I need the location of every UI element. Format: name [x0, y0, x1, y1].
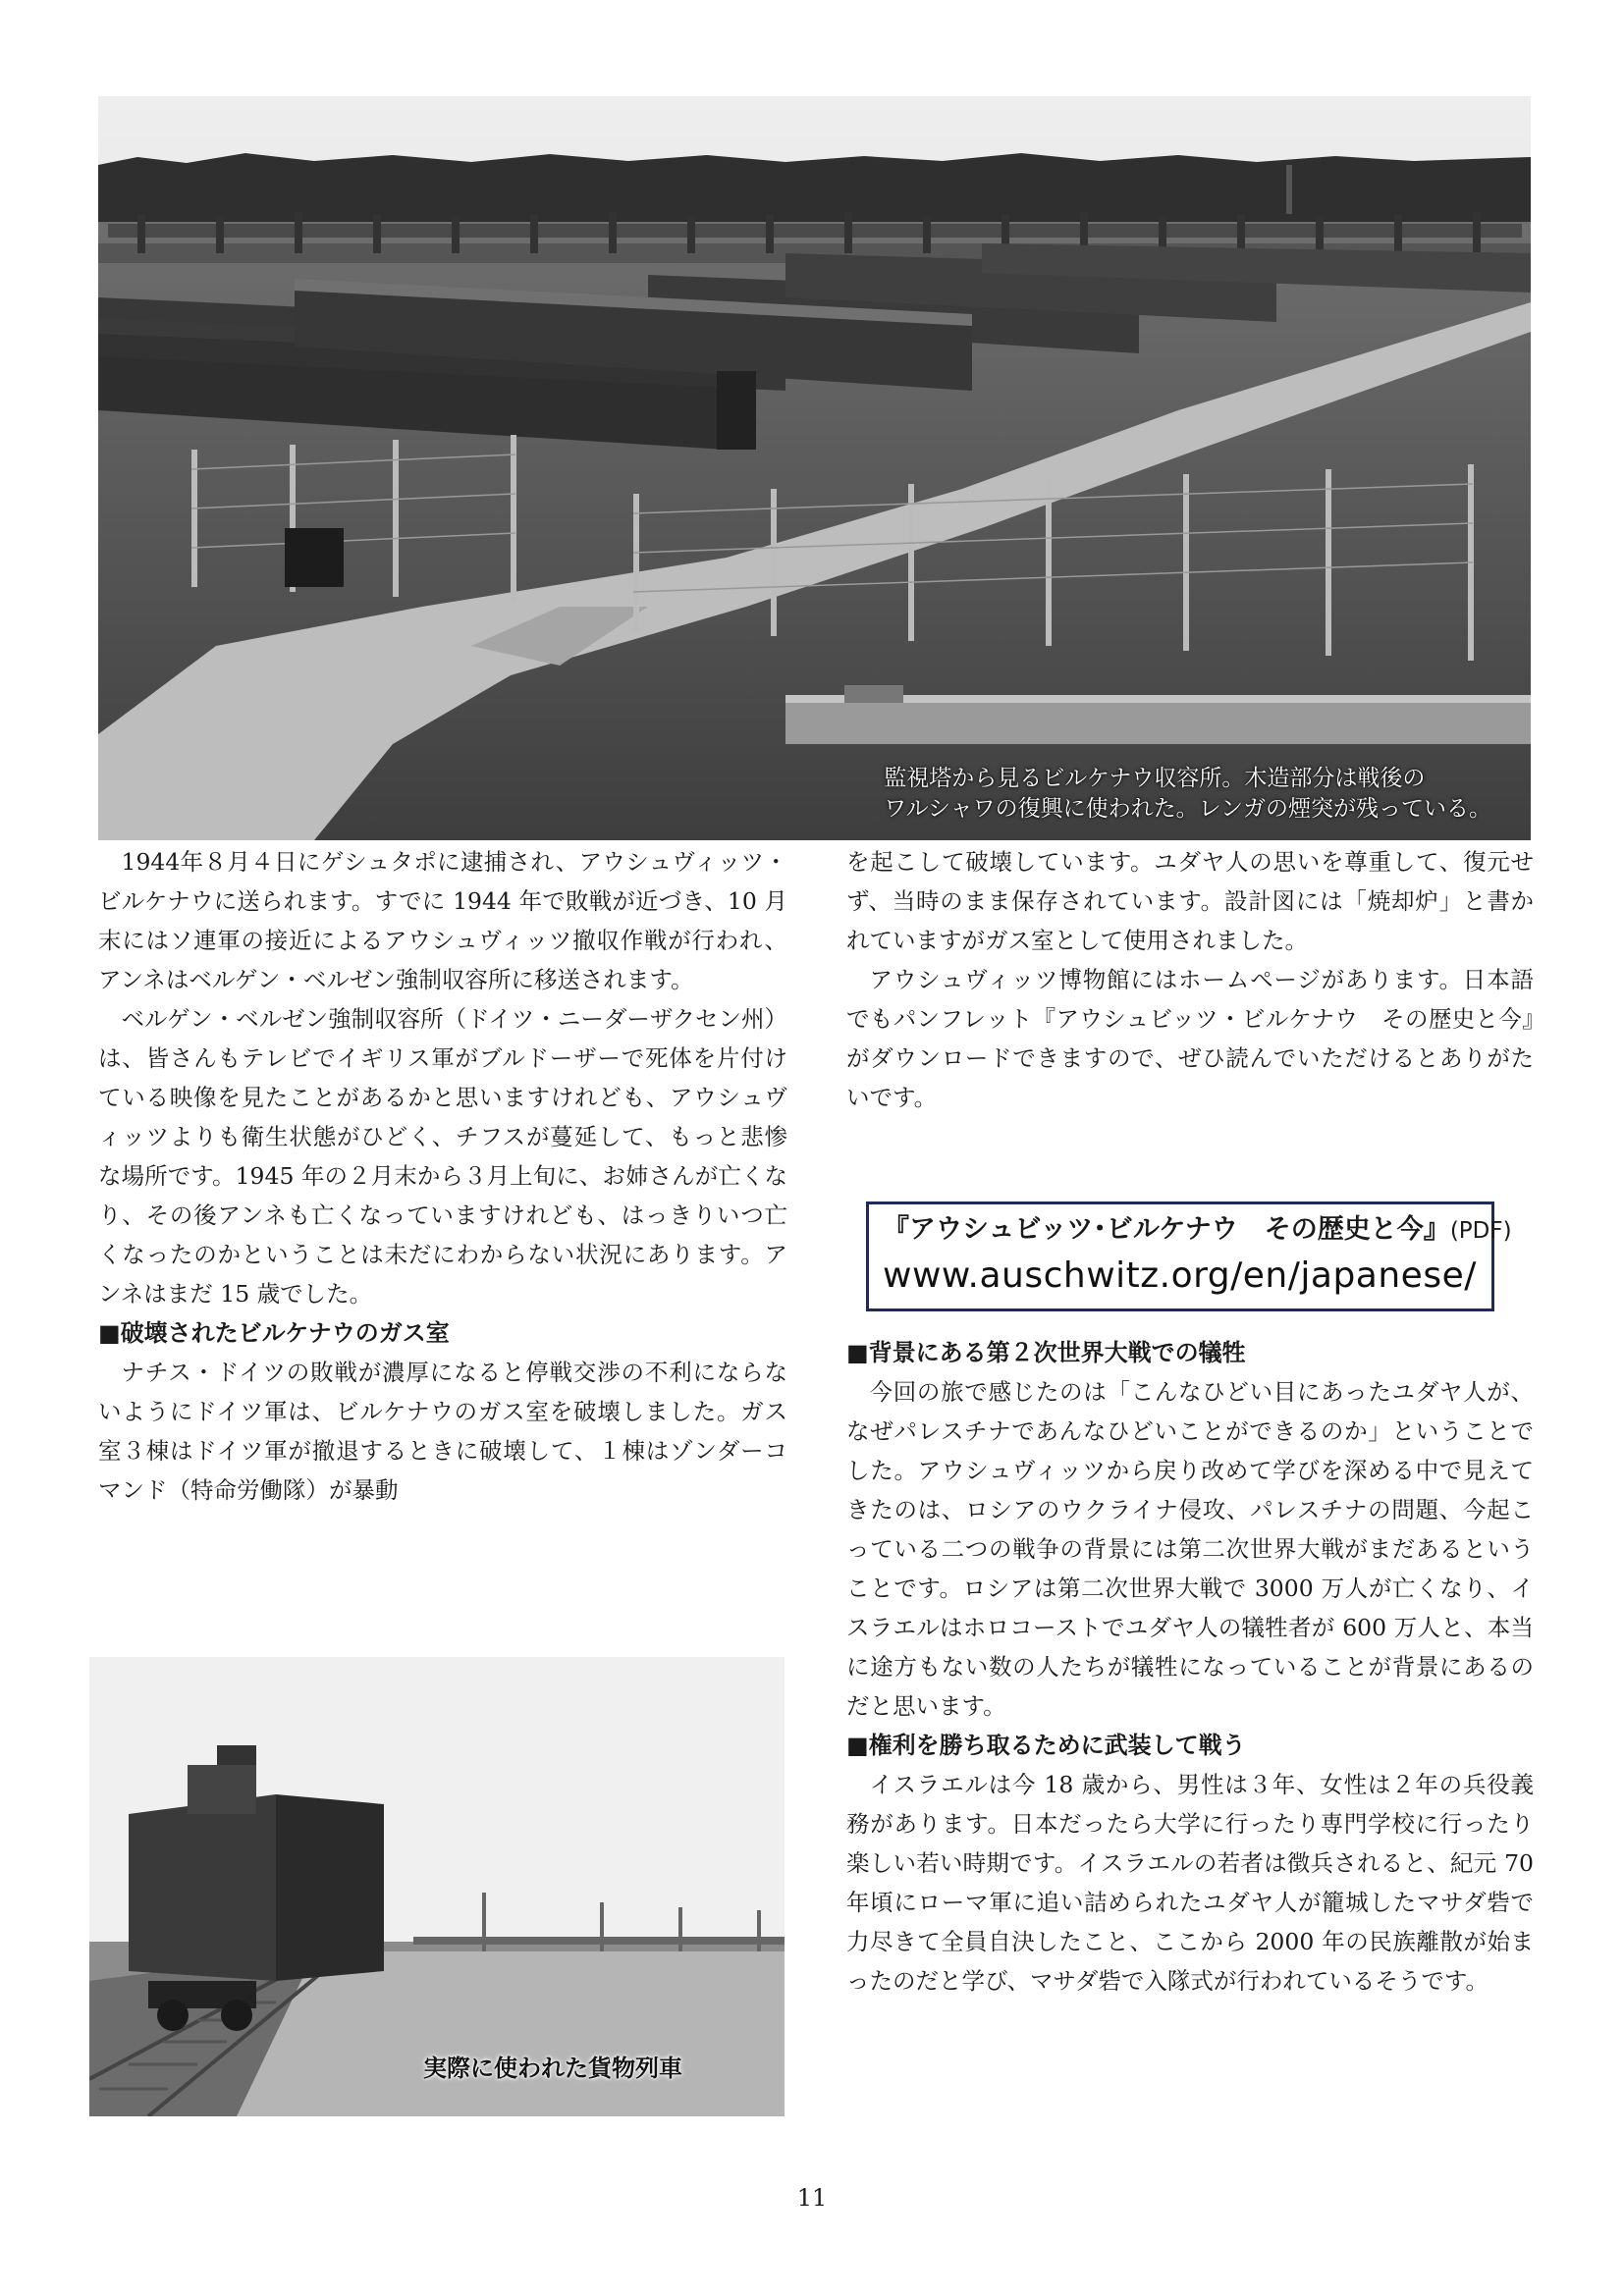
- pamphlet-title-text: 『アウシュビッツ･ビルケナウ その歴史と今』: [883, 1214, 1450, 1245]
- photo-caption: 実際に使われた貨物列車: [423, 2055, 682, 2082]
- pamphlet-title: [883, 1210, 1512, 1251]
- pdf-label: (PDF): [1449, 1218, 1512, 1244]
- paragraph: を起こして破壊しています。ユダヤ人の思いを尊重して、復元せず、当時のまま保存されています。設計図には「焼却炉」と書かれていますがガス室として使用されました。: [846, 848, 1534, 954]
- paragraph: 1944年８月４日にゲシュタポに逮捕され、アウシュヴィッツ・ビルケナウに送られます。すでに 1944 年で敗戦が近づき、10 月末にはソ連軍の接近によるアウシュヴィッツ撤収作戦が行われ、アンネはベルゲン・ベルゼン強制収容所に移送されます。: [98, 848, 787, 993]
- section-heading: ■破壊されたビルケナウのガス室: [98, 1319, 450, 1347]
- caption-line-1: 監視塔から見るビルケナウ収容所。木造部分は戦後の: [884, 766, 1426, 791]
- section-heading: ■背景にある第２次世界大戦での犠牲: [846, 1339, 1246, 1366]
- pamphlet-link-box: [866, 1201, 1512, 1311]
- paragraph: アウシュヴィッツ博物館にはホームページがあります。日本語でもパンフレット『アウシュビッツ・ビルケナウ その歴史と今』がダウンロードできますので、ぜひ読んでいただけるとありがたいです。: [846, 966, 1534, 1111]
- left-text-column: [98, 842, 787, 1510]
- section-heading: ■権利を勝ち取るために武装して戦う: [846, 1732, 1246, 1759]
- paragraph: ベルゲン・ベルゼン強制収容所（ドイツ・ニーダーザクセン州）は、皆さんもテレビでイギリス軍がブルドーザーで死体を片付けている映像を見たことがあるかと思いますけれども、アウシュヴィッツよりも衛生状態がひどく、チフスが蔓延して、もっと悲惨な場所です。1945 年の２月末から３月上旬に、お姉さんが亡くなり、その後アンネも亡くなっていますけれども、はっきりいつ亡くなったのかということは未だにわからない状況にあります。アンネはまだ 15 歳でした。: [98, 1005, 787, 1308]
- paragraph: 今回の旅で感じたのは「こんなひどい目にあったユダヤ人が、なぜパレスチナであんなひどいことができるのか」ということでした。アウシュヴィッツから戻り改めて学びを深める中で見えてきたのは、ロシアのウクライナ侵攻、パレスチナの問題、今起こっている二つの戦争の背景には第二次世界大戦がまだあるということです。ロシアは第二次世界大戦で 3000 万人が亡くなり、イスラエルはホロコーストでユダヤ人の犠牲者が 600 万人と、本当に途方もない数の人たちが犠牲になっていることが背景にあるのだと思います。: [846, 1378, 1534, 1720]
- birkenau-camp-photo: [98, 96, 1531, 840]
- right-text-column-bottom: [846, 1333, 1534, 2001]
- page-number: 11: [796, 2184, 828, 2212]
- freight-train-photo: [89, 1657, 785, 2116]
- pamphlet-url-link[interactable]: www.auschwitz.org/en/japanese/: [883, 1255, 1477, 1296]
- right-text-column-top: [846, 842, 1534, 1117]
- birkenau-camp-illustration: [98, 96, 1531, 840]
- paragraph: イスラエルは今 18 歳から、男性は３年、女性は２年の兵役義務があります。日本だったら大学に行ったり専門学校に行ったり楽しい若い時期です。イスラエルの若者は徴兵されると、紀元 70 年頃にローマ軍に追い詰められたユダヤ人が籠城したマサダ砦で力尽きて全員自決したこと、ここから 2000 年の民族離散が始まったのだと学び、マサダ砦で入隊式が行われているそうです。: [846, 1771, 1534, 1995]
- freight-train-illustration: [89, 1657, 785, 2116]
- paragraph: ナチス・ドイツの敗戦が濃厚になると停戦交渉の不利にならないようにドイツ軍は、ビルケナウのガス室を破壊しました。ガス室３棟はドイツ軍が撤退するときに破壊して、１棟はゾンダーコマンド（特命労働隊）が暴動: [98, 1359, 787, 1504]
- caption-line-2: ワルシャワの復興に使われた。レンガの煙突が残っている。: [884, 796, 1491, 822]
- photo-caption: [884, 764, 1491, 825]
